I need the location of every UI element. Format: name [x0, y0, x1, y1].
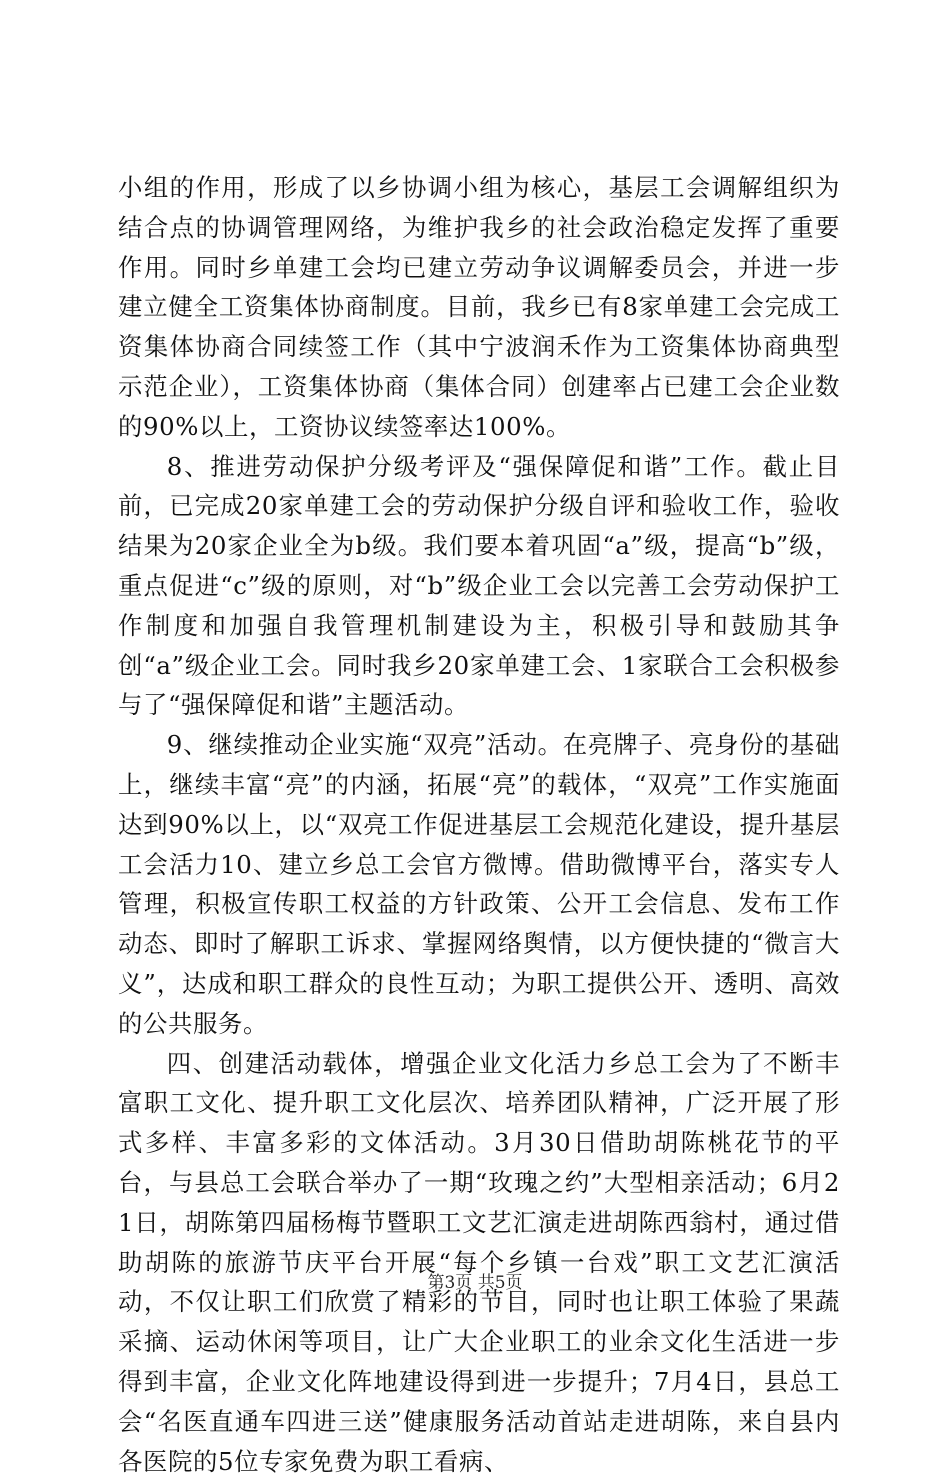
paragraph-1: 小组的作用，形成了以乡协调小组为核心，基层工会调解组织为结合点的协调管理网络，为维护我乡的社会政治稳定发挥了重要作用。同时乡单建工会均已建立劳动争议调解委员会，并进一步建立健全工资集体协商制度。目前，我乡已有8家单建工会完成工资集体协商合同续签工作（其中宁波润禾作为工资集体协商典型示范企业），工资集体协商（集体合同）创建率占已建工会企业数的90%以上，工资协议续签率达100%。 — [118, 173, 840, 441]
page-number-footer: 第3页 共5页 — [427, 1273, 523, 1293]
paragraph-3: 9、继续推动企业实施“双亮”活动。在亮牌子、亮身份的基础上，继续丰富“亮”的内涵，拓展“亮”的载体，“双亮”工作实施面达到90%以上，以“双亮工作促进基层工会规范化建设，提升基层工会活力10、建立乡总工会官方微博。借助微博平台，落实专人管理，积极宣传职工权益的方针政策、公开工会信息、发布工作动态、即时了解职工诉求、掌握网络舆情，以方便快捷的“微言大义”，达成和职工群众的良性互动；为职工提供公开、透明、高效的公共服务。 — [118, 730, 840, 1038]
paragraph-2: 8、推进劳动保护分级考评及“强保障促和谐”工作。截止目前，已完成20家单建工会的劳动保护分级自评和验收工作，验收结果为20家企业全为b级。我们要本着巩固“a”级，提高“b”级，重点促进“c”级的原则，对“b”级企业工会以完善工会劳动保护工作制度和加强自我管理机制建设为主，积极引导和鼓励其争创“a”级企业工会。同时我乡20家单建工会、1家联合工会积极参与了“强保障促和谐”主题活动。 — [118, 451, 840, 720]
paragraph-4: 四、创建活动载体，增强企业文化活力乡总工会为了不断丰富职工文化、提升职工文化层次、培养团队精神，广泛开展了形式多样、丰富多彩的文体活动。3月30日借助胡陈桃花节的平台，与县总工会联合举办了一期“玫瑰之约”大型相亲活动；6月21日，胡陈第四届杨梅节暨职工文艺汇演走进胡陈西翁村，通过借助胡陈的旅游节庆平台开展“每个乡镇一台戏”职工文艺汇演活动，不仅让职工们欣赏了精彩的节目，同时也让职工体验了果蔬采摘、运动休闲等项目，让广大企业职工的业余文化生活进一步得到丰富，企业文化阵地建设得到进一步提升；7月4日，县总工会“名医直通车四进三送”健康服务活动首站走进胡陈，来自县内各医院的5位专家免费为职工看病、 — [118, 1048, 840, 1476]
